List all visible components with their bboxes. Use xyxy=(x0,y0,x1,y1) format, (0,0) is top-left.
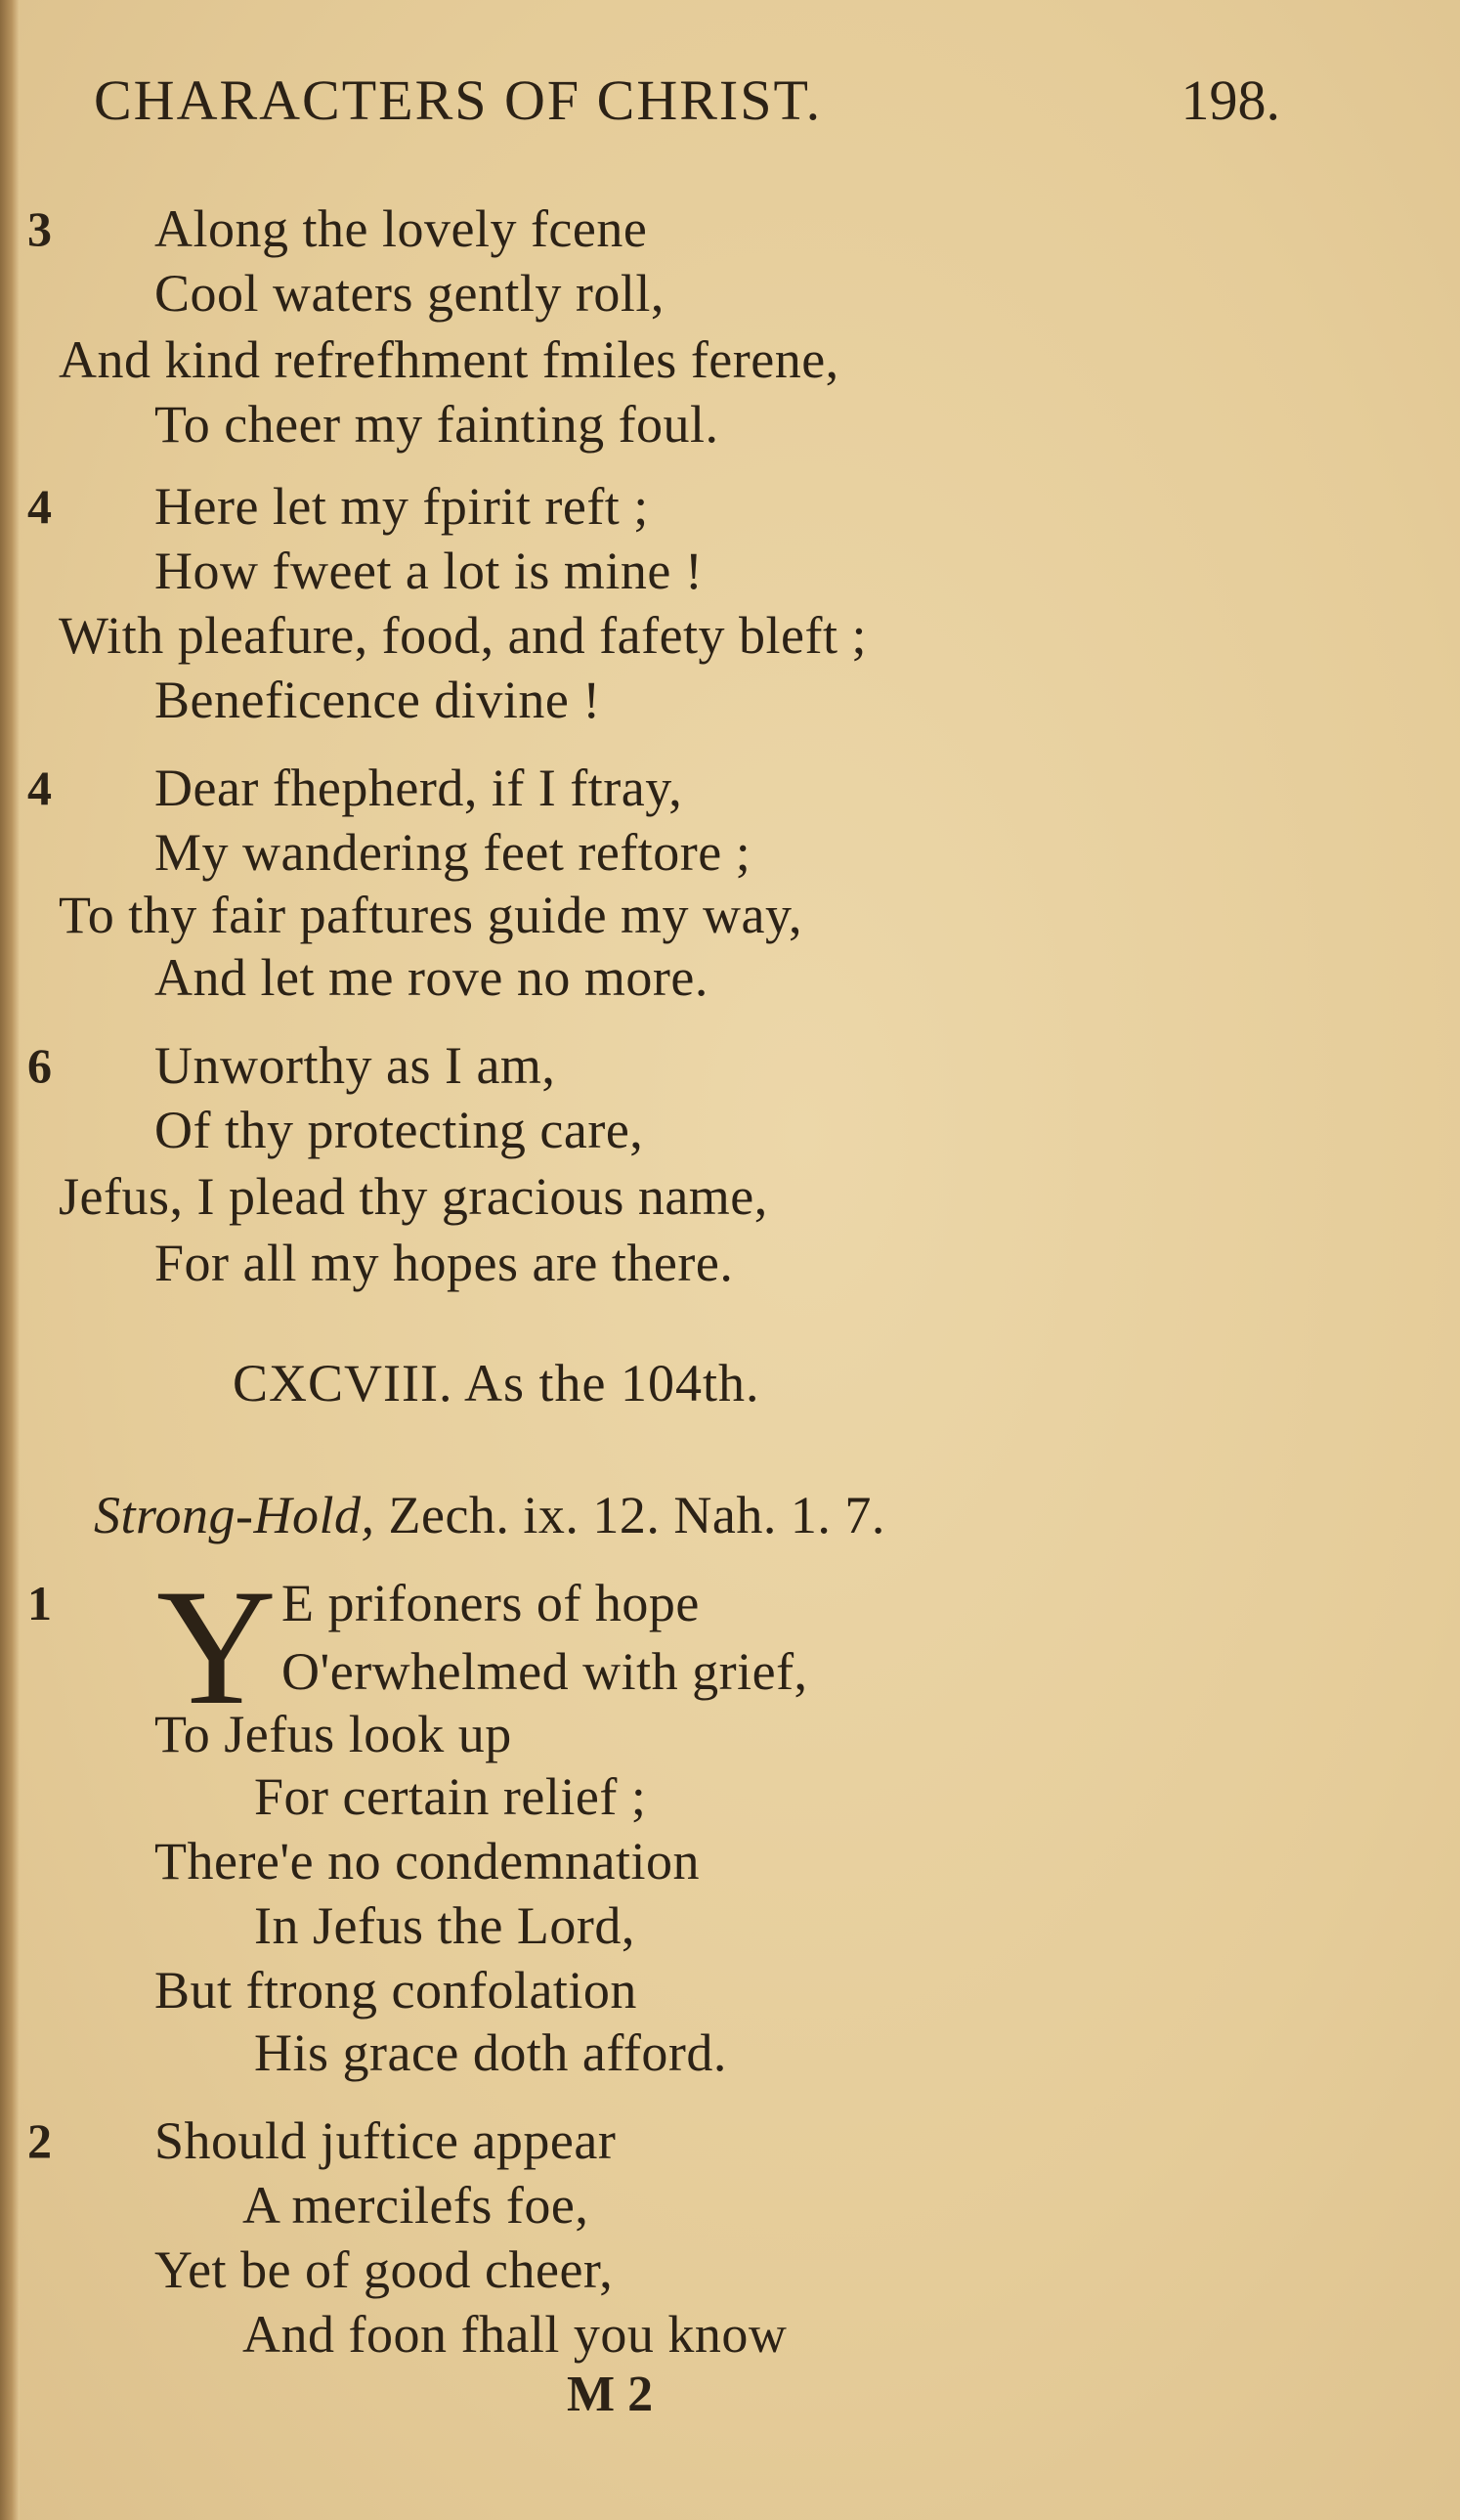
verse-line: My wandering feet reftore ; xyxy=(154,823,751,882)
verse-line: A mercilefs foe, xyxy=(242,2176,589,2235)
verse-line: For all my hopes are there. xyxy=(154,1234,734,1292)
stanza-number: 4 xyxy=(27,479,52,534)
verse-line: E prifoners of hope xyxy=(281,1574,700,1632)
verse-line: To Jefus look up xyxy=(154,1705,512,1763)
page-number: 198. xyxy=(1181,68,1280,132)
stanza-number: 2 xyxy=(27,2113,52,2168)
stanza-number: 4 xyxy=(27,760,52,815)
verse-line: With pleafure, food, and fafety bleft ; xyxy=(59,606,867,665)
verse-line: There'e no condemnation xyxy=(154,1832,701,1890)
verse-line: Along the lovely fcene xyxy=(154,199,648,258)
verse-line: For certain relief ; xyxy=(254,1767,647,1826)
verse-line: And foon fhall you know xyxy=(242,2305,788,2364)
verse-line: But ftrong confolation xyxy=(154,1961,637,2020)
hymn-subtitle xyxy=(94,1486,885,1544)
verse-line: Of thy protecting care, xyxy=(154,1101,644,1159)
verse-line: And let me rove no more. xyxy=(154,948,709,1007)
verse-line: Unworthy as I am, xyxy=(154,1036,556,1095)
stanza-number: 3 xyxy=(27,201,52,256)
subtitle-italic: Strong-Hold, xyxy=(94,1486,375,1544)
verse-line: Cool waters gently roll, xyxy=(154,264,665,323)
verse-line: Yet be of good cheer, xyxy=(154,2240,614,2299)
verse-line: Here let my fpirit reft ; xyxy=(154,477,649,536)
running-title: CHARACTERS OF CHRIST. xyxy=(94,68,823,132)
verse-line: O'erwhelmed with grief, xyxy=(281,1642,808,1701)
drop-cap: Y xyxy=(156,1555,277,1739)
signature-mark: M 2 xyxy=(567,2367,654,2422)
verse-line: To cheer my fainting foul. xyxy=(154,395,719,454)
verse-line: Jefus, I plead thy gracious name, xyxy=(59,1167,768,1226)
verse-line: To thy fair paftures guide my way, xyxy=(59,886,803,944)
stanza-number: 1 xyxy=(27,1576,52,1630)
verse-line: Dear fhepherd, if I ftray, xyxy=(154,759,683,817)
running-header xyxy=(94,66,1394,135)
verse-line: Beneficence divine ! xyxy=(154,671,601,729)
stanza-number: 6 xyxy=(27,1038,52,1093)
verse-line: And kind refrefhment fmiles ferene, xyxy=(59,330,839,389)
verse-line: How fweet a lot is mine ! xyxy=(154,542,704,600)
scripture-references: Zech. ix. 12. Nah. 1. 7. xyxy=(388,1486,885,1544)
hymn-title: CXCVIII. As the 104th. xyxy=(233,1354,760,1412)
binding-gutter xyxy=(0,0,20,2520)
verse-line: In Jefus the Lord, xyxy=(254,1896,635,1955)
verse-line: His grace doth afford. xyxy=(254,2023,727,2082)
verse-line: Should juftice appear xyxy=(154,2111,617,2170)
